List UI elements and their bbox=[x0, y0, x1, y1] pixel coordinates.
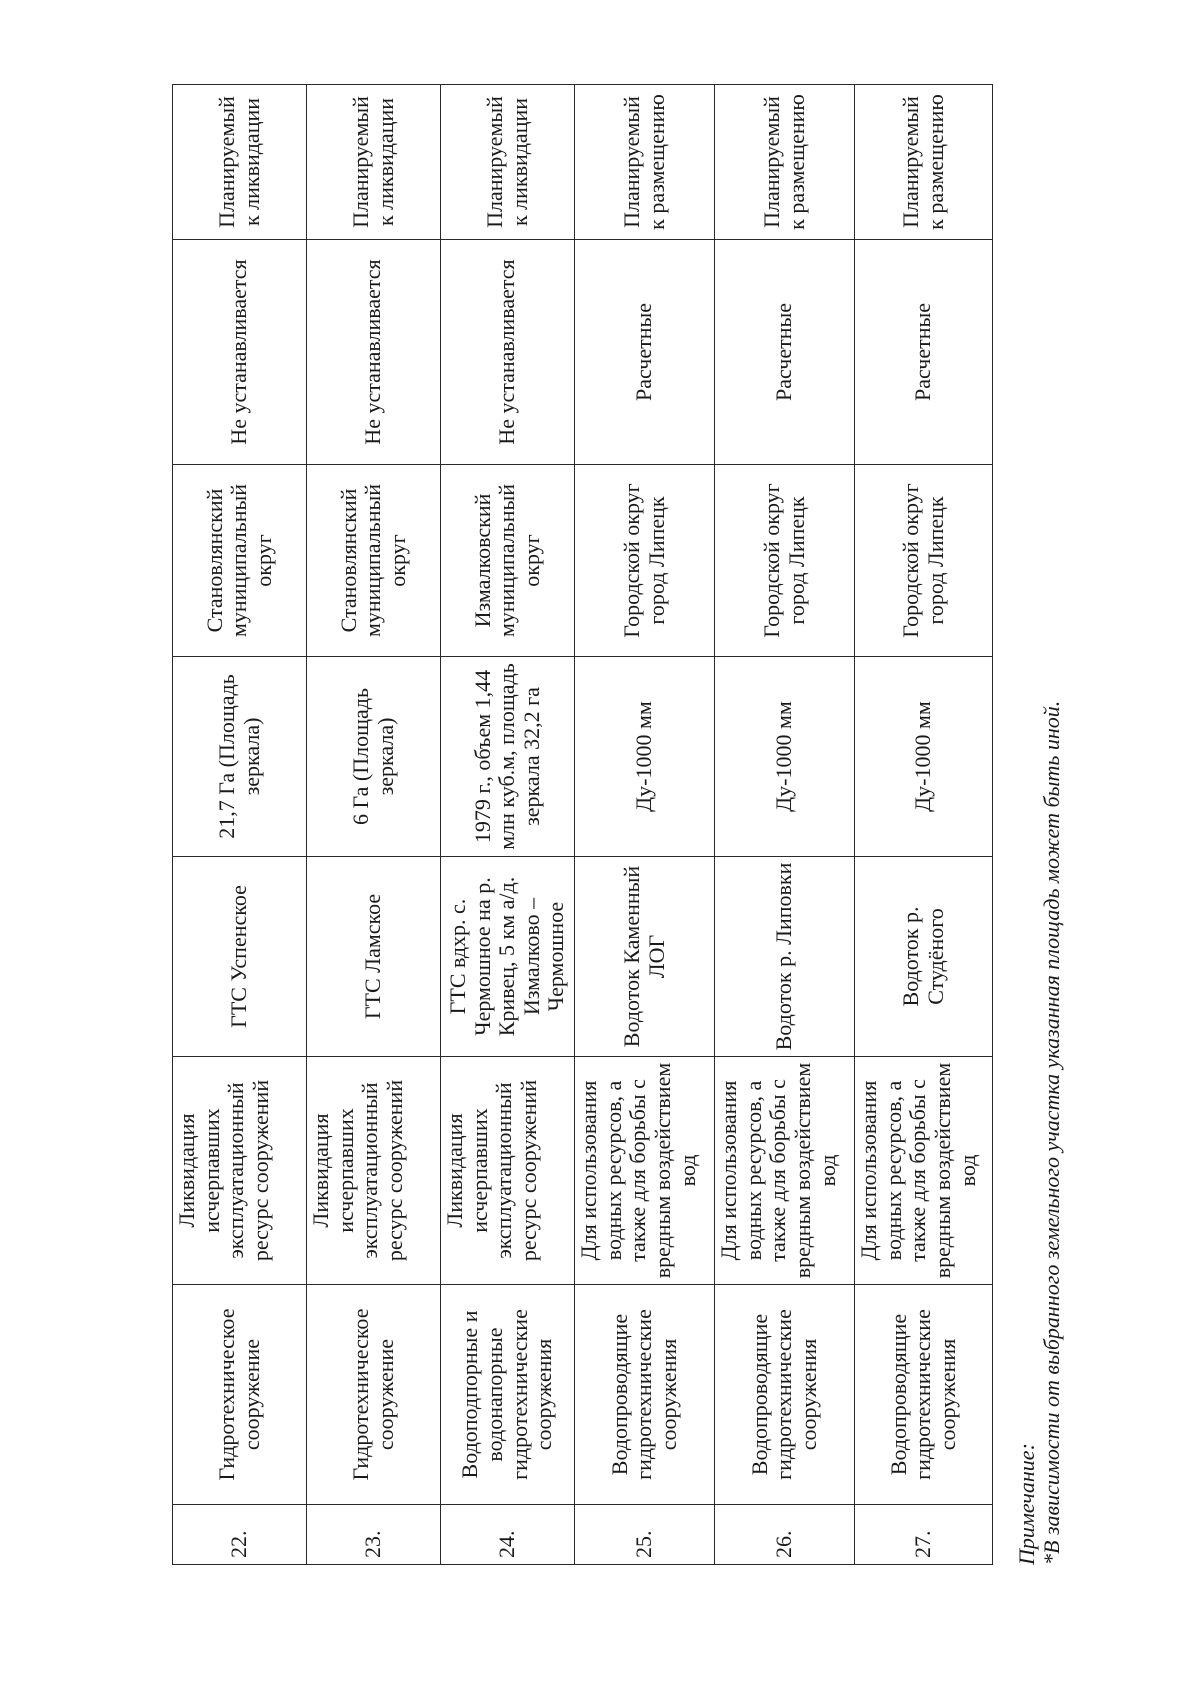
zone-type: Не устанавливается bbox=[441, 240, 575, 465]
structure-name: ГТС Ламское bbox=[307, 857, 441, 1057]
structure-status: Планируемый к ликвидации bbox=[307, 85, 441, 240]
structure-purpose: Для использования водных ресурсов, а также для борьбы с вредным воздействием вод bbox=[575, 1057, 715, 1285]
structure-type: Гидротехническое сооружение bbox=[307, 1285, 441, 1505]
structure-location: Городской округ город Липецк bbox=[855, 465, 993, 657]
zone-type: Расчетные bbox=[575, 240, 715, 465]
structure-characteristics: 6 Га (Площадь зеркала) bbox=[307, 657, 441, 857]
rotated-page-content bbox=[172, 85, 1152, 1565]
structure-name: ГТС вдхр. с. Чермошное на р. Кривец, 5 км а/д. Измалково – Чермошное bbox=[441, 857, 575, 1057]
zone-type: Расчетные bbox=[855, 240, 993, 465]
structure-name: Водоток Каменный ЛОГ bbox=[575, 857, 715, 1057]
row-number: 22. bbox=[173, 1505, 307, 1565]
row-number: 27. bbox=[855, 1505, 993, 1565]
table-row bbox=[575, 85, 715, 1565]
zone-type: Не устанавливается bbox=[307, 240, 441, 465]
structure-status: Планируемый к размещению bbox=[855, 85, 993, 240]
structure-purpose: Ликвидация исчерпавших эксплуатационный ресурс сооружений bbox=[173, 1057, 307, 1285]
structure-location: Городской округ город Липецк bbox=[575, 465, 715, 657]
structure-purpose: Для использования водных ресурсов, а также для борьбы с вредным воздействием вод bbox=[855, 1057, 993, 1285]
structure-location: Становлянский муниципальный округ bbox=[173, 465, 307, 657]
footnote bbox=[1014, 85, 1065, 1565]
structure-purpose: Ликвидация исчерпавших эксплуатационный ресурс сооружений bbox=[307, 1057, 441, 1285]
note-label: Примечание: bbox=[1014, 1443, 1039, 1565]
table-row bbox=[173, 85, 307, 1565]
structure-type: Водопроводящие гидротехнические сооружения bbox=[575, 1285, 715, 1505]
structure-type: Водопроводящие гидротехнические сооружения bbox=[715, 1285, 855, 1505]
row-number: 26. bbox=[715, 1505, 855, 1565]
structure-status: Планируемый к ликвидации bbox=[173, 85, 307, 240]
structure-type: Водопроводящие гидротехнические сооружения bbox=[855, 1285, 993, 1505]
table-row bbox=[307, 85, 441, 1565]
note-text: *В зависимости от выбранного земельного участка указанная площадь может быть иной. bbox=[1039, 700, 1065, 1565]
structure-characteristics: Ду-1000 мм bbox=[855, 657, 993, 857]
table-row bbox=[441, 85, 575, 1565]
structure-location: Становлянский муниципальный округ bbox=[307, 465, 441, 657]
table-row bbox=[855, 85, 993, 1565]
zone-type: Не устанавливается bbox=[173, 240, 307, 465]
structure-characteristics: 1979 г., объем 1,44 млн куб.м, площадь зеркала 32,2 га bbox=[441, 657, 575, 857]
structure-name: ГТС Успенское bbox=[173, 857, 307, 1057]
structure-type: Гидротехническое сооружение bbox=[173, 1285, 307, 1505]
structure-name: Водоток р. Липовки bbox=[715, 857, 855, 1057]
structure-characteristics: 21,7 Га (Площадь зеркала) bbox=[173, 657, 307, 857]
structure-status: Планируемый к размещению bbox=[575, 85, 715, 240]
structure-status: Планируемый к ликвидации bbox=[441, 85, 575, 240]
row-number: 24. bbox=[441, 1505, 575, 1565]
zone-type: Расчетные bbox=[715, 240, 855, 465]
row-number: 23. bbox=[307, 1505, 441, 1565]
structure-type: Водоподпорные и водонапорные гидротехнические сооружения bbox=[441, 1285, 575, 1505]
structure-location: Измалковский муниципальный округ bbox=[441, 465, 575, 657]
structure-name: Водоток р. Студёного bbox=[855, 857, 993, 1057]
structure-purpose: Ликвидация исчерпавших эксплуатационный ресурс сооружений bbox=[441, 1057, 575, 1285]
row-number: 25. bbox=[575, 1505, 715, 1565]
structure-characteristics: Ду-1000 мм bbox=[715, 657, 855, 857]
structure-location: Городской округ город Липецк bbox=[715, 465, 855, 657]
structures-table bbox=[172, 84, 993, 1565]
structure-purpose: Для использования водных ресурсов, а также для борьбы с вредным воздействием вод bbox=[715, 1057, 855, 1285]
structure-status: Планируемый к размещению bbox=[715, 85, 855, 240]
structure-characteristics: Ду-1000 мм bbox=[575, 657, 715, 857]
table-row bbox=[715, 85, 855, 1565]
